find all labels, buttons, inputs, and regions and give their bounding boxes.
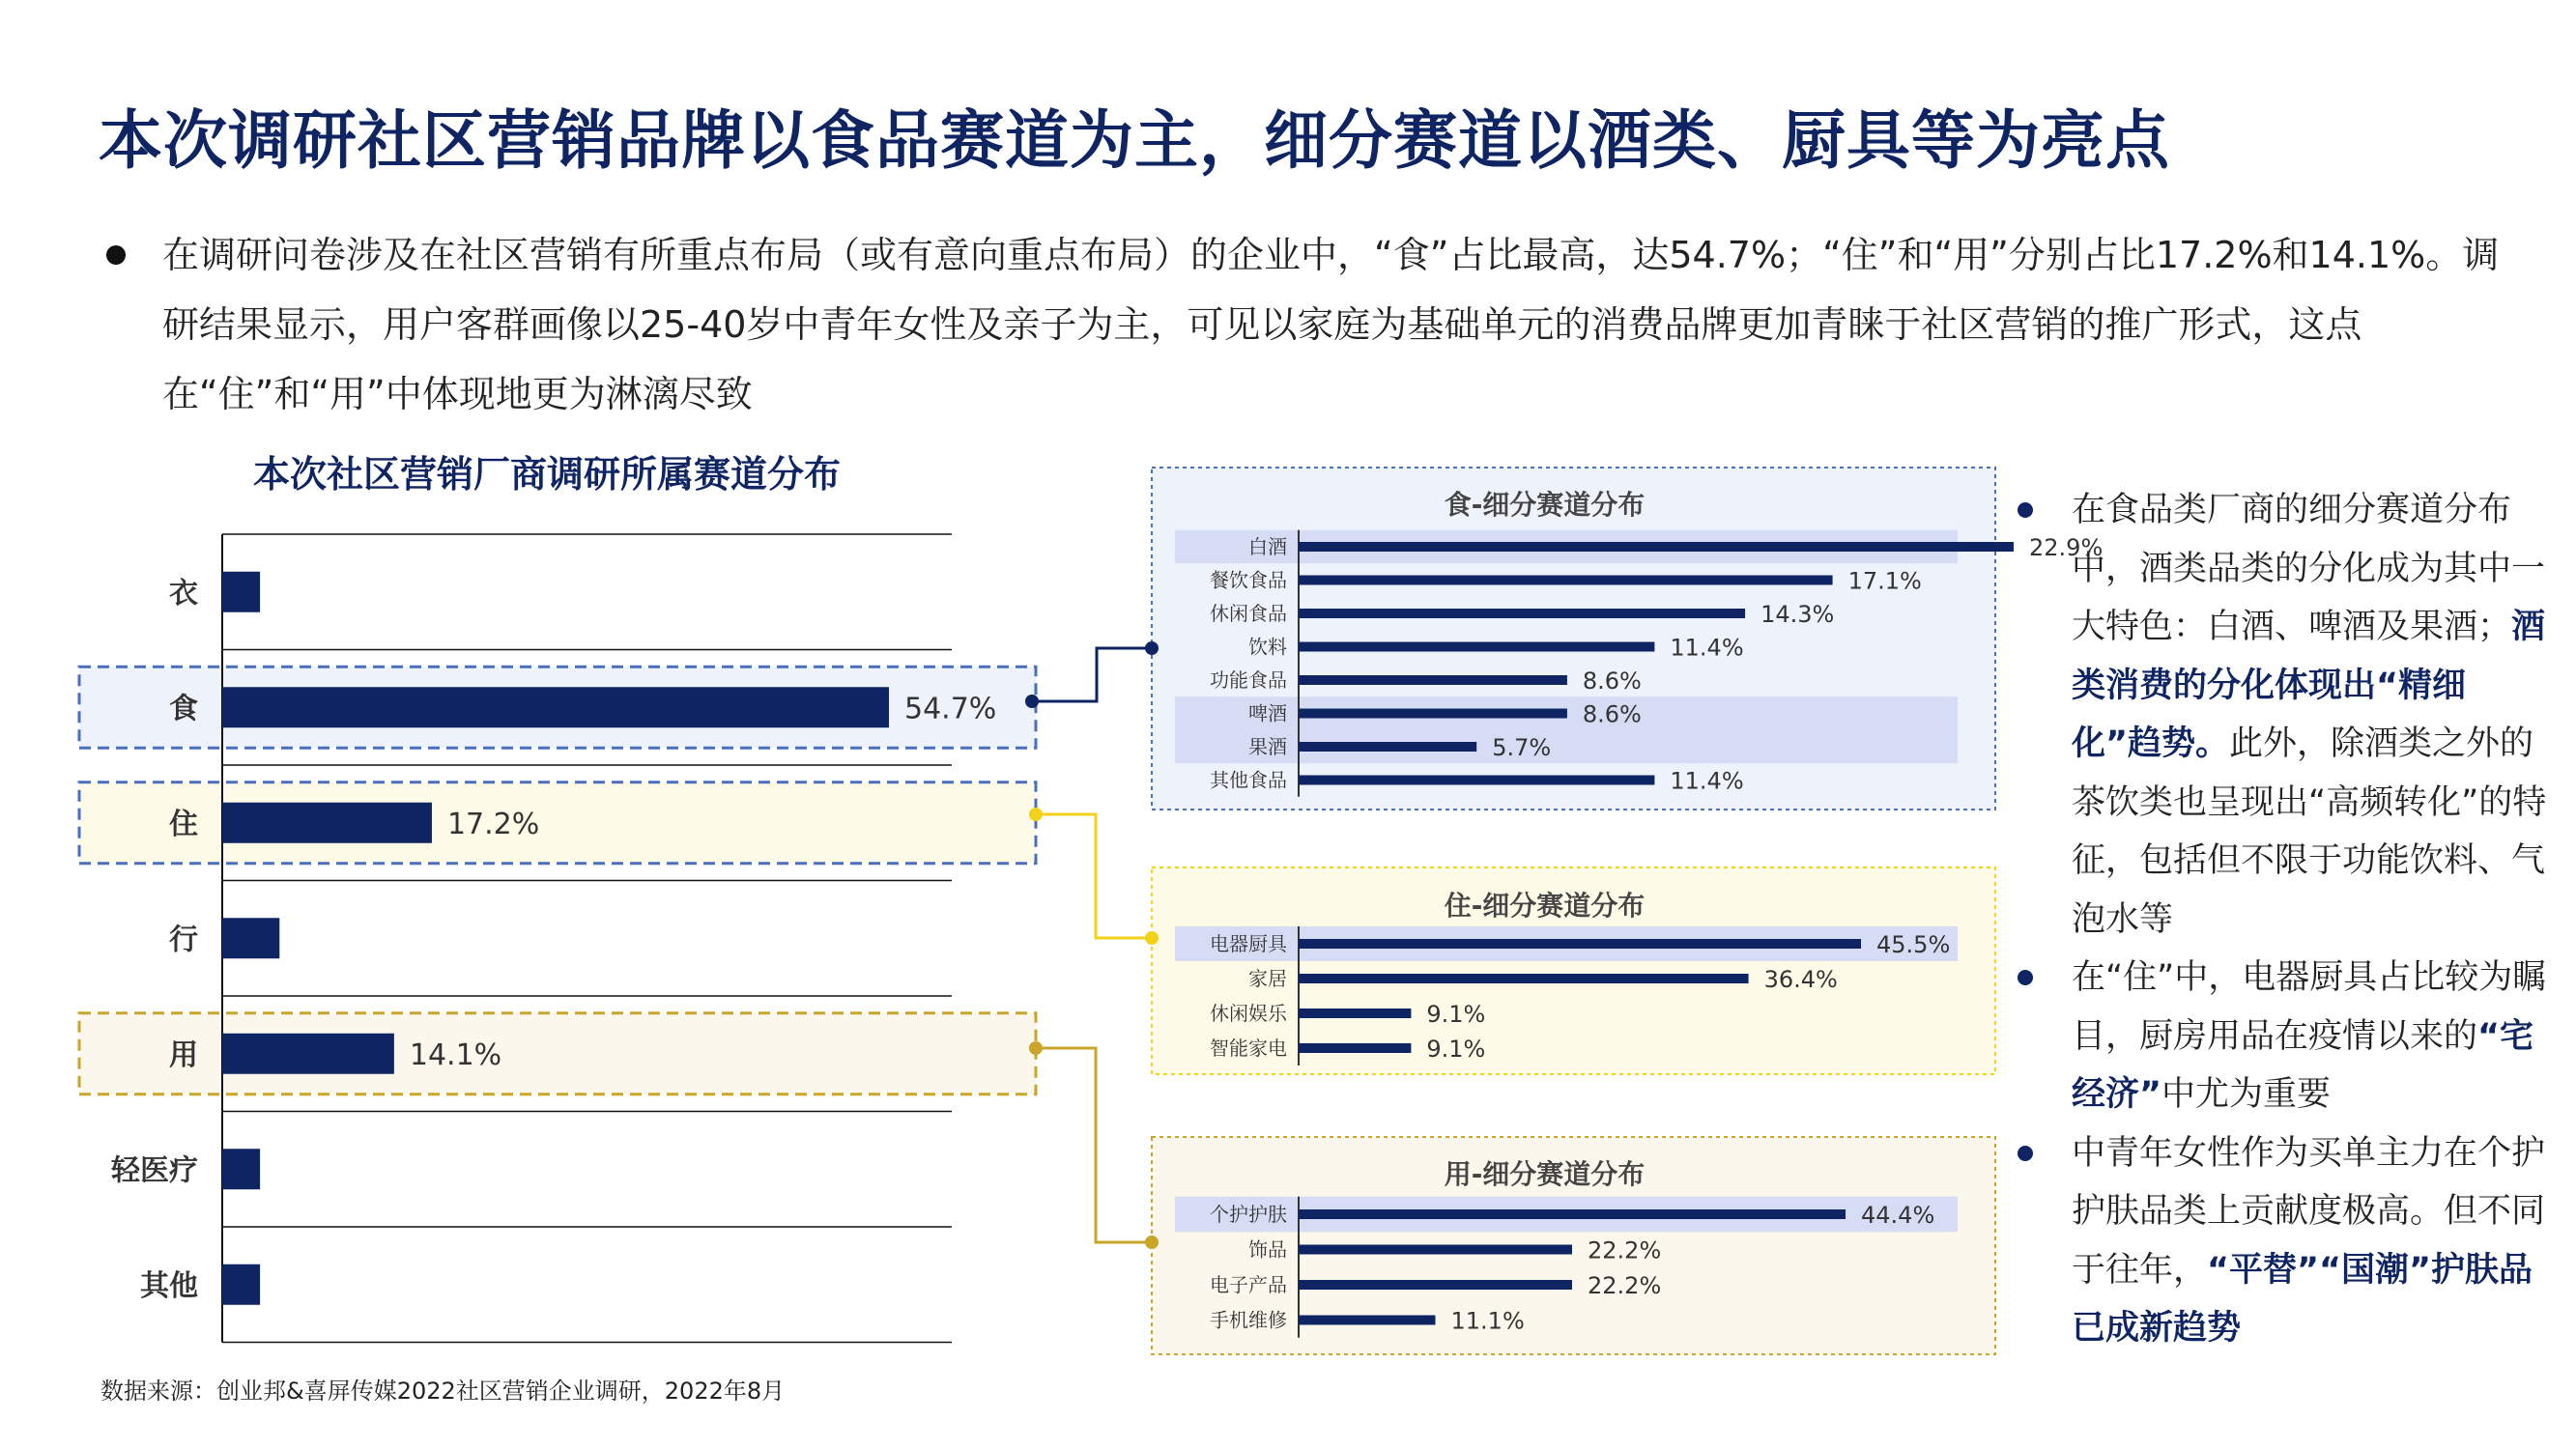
sub-category-label: 其他食品	[1210, 768, 1287, 792]
bar	[222, 803, 432, 843]
connector-use	[1036, 1048, 1152, 1242]
sub-bar	[1299, 776, 1654, 785]
sub-category-label: 果酒	[1248, 735, 1287, 758]
main-chart-title: 本次社区营销厂商调研所属赛道分布	[253, 453, 842, 496]
sub-bar	[1299, 609, 1745, 618]
sub-category-label: 饰品	[1248, 1237, 1287, 1262]
sub-data-label: 5.7%	[1492, 734, 1552, 761]
sub-chart-title: 食-细分赛道分布	[1444, 489, 1646, 521]
sub-bar	[1299, 576, 1833, 585]
sub-category-label: 手机维修	[1210, 1308, 1287, 1332]
sub-category-label: 休闲娱乐	[1210, 1002, 1287, 1025]
emphasis-text: “平替”“国潮”护肤品已成新趋势	[2072, 1250, 2533, 1348]
sub-bar	[1299, 974, 1749, 983]
sub-bar	[1299, 642, 1654, 652]
emphasis-text: 酒类消费的分化体现出“精细化”趋势。	[2072, 608, 2546, 763]
sub-category-label: 个护护肤	[1210, 1203, 1287, 1226]
bar	[222, 572, 260, 612]
connector-dot	[1145, 1236, 1159, 1249]
bullet-dot-icon	[2018, 502, 2033, 518]
connector-dot	[1145, 641, 1159, 655]
sub-bar	[1299, 709, 1567, 719]
sub-chart-title: 用-细分赛道分布	[1444, 1158, 1646, 1190]
sub-data-label: 22.2%	[1588, 1272, 1662, 1299]
sub-category-label: 智能家电	[1210, 1037, 1287, 1060]
data-label: 14.1%	[409, 1037, 502, 1072]
bar	[222, 918, 279, 958]
category-label: 食	[169, 692, 198, 726]
connector-live	[1036, 814, 1152, 938]
sub-bar	[1299, 1316, 1436, 1325]
sub-bar	[1299, 1009, 1411, 1018]
sub-category-label: 家居	[1248, 967, 1287, 990]
sub-category-label: 餐饮食品	[1210, 568, 1287, 592]
sub-data-label: 11.4%	[1670, 634, 1744, 662]
bullet-text: 此外，除酒类之外的茶饮类也呈现出“高频转化”的特征，包括但不限于功能饮料、气泡水等	[2072, 724, 2547, 939]
category-label: 其他	[140, 1268, 198, 1303]
sub-bar	[1299, 742, 1476, 752]
sub-data-label: 8.6%	[1582, 700, 1642, 728]
sub-data-label: 14.3%	[1760, 601, 1835, 628]
sub-bar	[1299, 1245, 1572, 1255]
highlight-row	[1175, 730, 1958, 764]
connector-food	[1032, 648, 1152, 701]
intro-text: 在调研问卷涉及在社区营销有所重点布局（或有意向重点布局）的企业中，“食”占比最高，达54.7%；“住”和“用”分别占比17.2%和14.1%。调研结果显示，用户客群画像以25-40岁中青年女性及亲子为主，可见以家庭为基础单元的消费品牌更加青睐于社区营销的推广形式，这点在“住”和“用”中体现地更为淋漓尽致	[162, 234, 2500, 415]
sub-data-label: 11.4%	[1670, 767, 1744, 795]
data-label: 54.7%	[904, 692, 997, 726]
bar	[222, 1034, 394, 1074]
right-bullets	[2012, 481, 2553, 1358]
bullet-dot-icon	[2018, 1146, 2033, 1161]
sub-bar	[1299, 1280, 1572, 1290]
sub-category-label: 啤酒	[1248, 701, 1287, 725]
sub-data-label: 17.1%	[1847, 567, 1922, 595]
bullet-text: 中尤为重要	[2161, 1075, 2332, 1114]
sub-bar	[1299, 542, 2014, 552]
connector-dot	[1145, 931, 1159, 945]
bullet-text: 在食品类厂商的细分赛道分布中，酒类品类的分化成为其中一大特色：白酒、啤酒及果酒；	[2072, 491, 2546, 646]
category-label: 衣	[169, 576, 198, 611]
category-label: 轻医疗	[111, 1153, 198, 1188]
sub-category-label: 白酒	[1248, 535, 1287, 558]
sub-data-label: 9.1%	[1426, 1001, 1486, 1028]
sub-category-label: 休闲食品	[1210, 602, 1287, 625]
sub-category-label: 饮料	[1248, 635, 1287, 659]
emphasis-text: “宅经济”	[2072, 1016, 2534, 1114]
sub-data-label: 22.9%	[2029, 534, 2104, 561]
sub-data-label: 44.4%	[1861, 1202, 1935, 1229]
right-bullet-item	[2012, 949, 2553, 1124]
sub-data-label: 11.1%	[1450, 1307, 1525, 1335]
bullet-dot-icon	[2018, 970, 2033, 985]
sub-chart-title: 住-细分赛道分布	[1444, 890, 1646, 922]
bar	[222, 1149, 260, 1189]
sub-bar	[1299, 1209, 1846, 1219]
category-label: 行	[169, 923, 198, 957]
sub-category-label: 电器厨具	[1210, 932, 1287, 955]
source-note: 数据来源：创业邦&喜屏传媒2022社区营销企业调研，2022年8月	[100, 1378, 786, 1405]
sub-bar	[1299, 939, 1861, 949]
sub-data-label: 36.4%	[1763, 966, 1838, 993]
sub-data-label: 9.1%	[1426, 1036, 1486, 1063]
sub-bar	[1299, 1043, 1411, 1053]
category-label: 住	[169, 807, 198, 841]
sub-category-label: 功能食品	[1210, 668, 1287, 692]
sub-bar	[1299, 675, 1567, 685]
sub-data-label: 45.5%	[1876, 931, 1951, 958]
right-bullet-item	[2012, 1124, 2553, 1358]
bar	[222, 687, 889, 727]
bullet-text: 在“住”中，电器厨具占比较为瞩目，厨房用品在疫情以来的	[2072, 958, 2547, 1056]
sub-category-label: 电子产品	[1210, 1273, 1287, 1296]
bar	[222, 1264, 260, 1305]
bullet-text: 中青年女性作为买单主力在个护护肤品类上贡献度极高。但不同于往年，	[2072, 1133, 2546, 1290]
data-label: 17.2%	[446, 807, 540, 841]
page-title: 本次调研社区营销品牌以食品赛道为主，细分赛道以酒类、厨具等为亮点	[99, 103, 2170, 178]
category-label: 用	[169, 1037, 198, 1072]
sub-data-label: 22.2%	[1588, 1236, 1662, 1264]
right-bullet-item	[2012, 481, 2553, 949]
sub-data-label: 8.6%	[1582, 668, 1642, 695]
